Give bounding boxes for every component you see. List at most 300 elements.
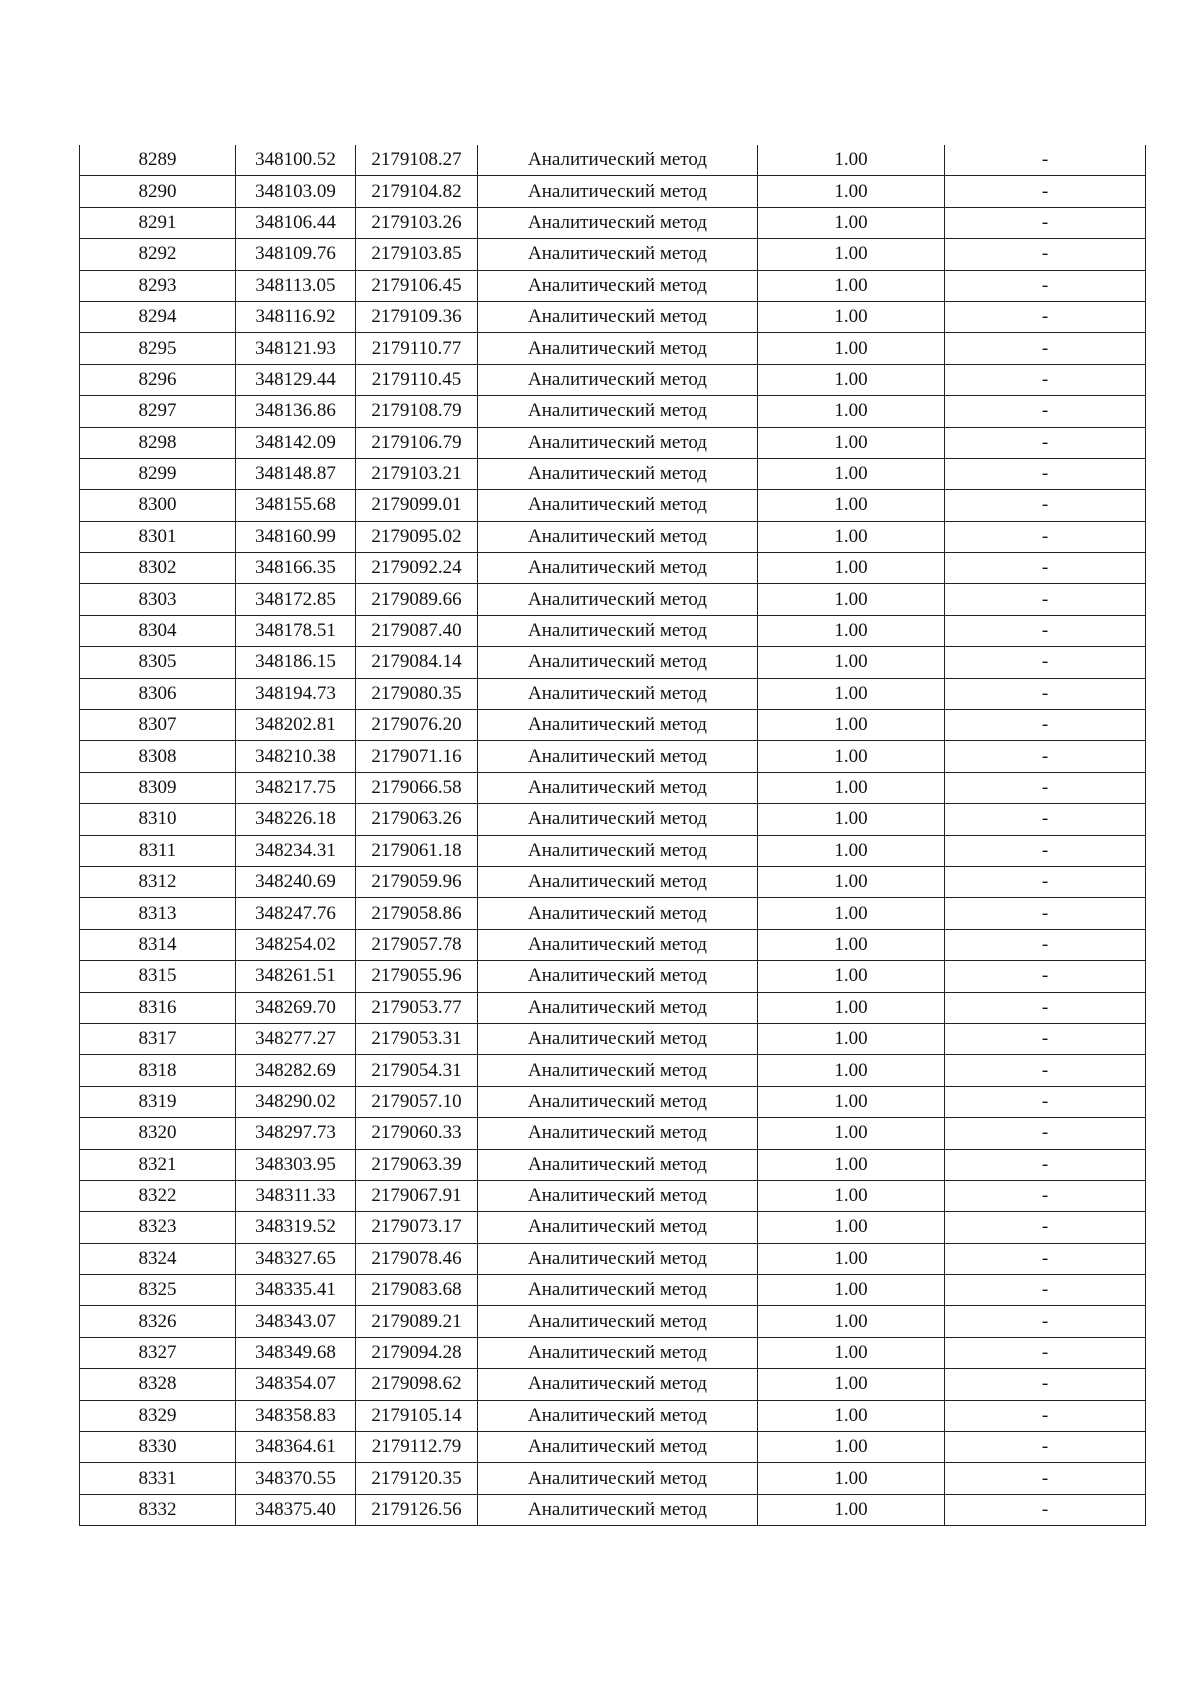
accuracy-cell: 1.00 [758, 521, 945, 552]
point-number-cell: 8322 [80, 1180, 236, 1211]
accuracy-cell: 1.00 [758, 647, 945, 678]
point-number-cell: 8331 [80, 1463, 236, 1494]
accuracy-cell: 1.00 [758, 553, 945, 584]
accuracy-cell: 1.00 [758, 772, 945, 803]
table-row [80, 835, 1146, 866]
accuracy-cell: 1.00 [758, 1432, 945, 1463]
method-cell: Аналитический метод [478, 678, 758, 709]
accuracy-cell: 1.00 [758, 270, 945, 301]
x-coordinate-cell: 348103.09 [236, 176, 356, 207]
method-cell: Аналитический метод [478, 1180, 758, 1211]
y-coordinate-cell: 2179110.77 [356, 333, 478, 364]
table-row [80, 615, 1146, 646]
description-cell: - [945, 1369, 1146, 1400]
x-coordinate-cell: 348327.65 [236, 1243, 356, 1274]
method-cell: Аналитический метод [478, 1086, 758, 1117]
table-row [80, 207, 1146, 238]
description-cell: - [945, 239, 1146, 270]
coordinates-table [79, 145, 1146, 1526]
description-cell: - [945, 1337, 1146, 1368]
accuracy-cell: 1.00 [758, 678, 945, 709]
y-coordinate-cell: 2179108.27 [356, 145, 478, 176]
description-cell: - [945, 835, 1146, 866]
y-coordinate-cell: 2179103.21 [356, 458, 478, 489]
method-cell: Аналитический метод [478, 866, 758, 897]
description-cell: - [945, 898, 1146, 929]
method-cell: Аналитический метод [478, 898, 758, 929]
table-row [80, 1400, 1146, 1431]
description-cell: - [945, 1149, 1146, 1180]
method-cell: Аналитический метод [478, 992, 758, 1023]
method-cell: Аналитический метод [478, 1306, 758, 1337]
description-cell: - [945, 992, 1146, 1023]
description-cell: - [945, 521, 1146, 552]
method-cell: Аналитический метод [478, 1369, 758, 1400]
x-coordinate-cell: 348358.83 [236, 1400, 356, 1431]
description-cell: - [945, 458, 1146, 489]
y-coordinate-cell: 2179083.68 [356, 1275, 478, 1306]
table-row [80, 1306, 1146, 1337]
point-number-cell: 8307 [80, 710, 236, 741]
y-coordinate-cell: 2179053.77 [356, 992, 478, 1023]
point-number-cell: 8317 [80, 1023, 236, 1054]
y-coordinate-cell: 2179078.46 [356, 1243, 478, 1274]
method-cell: Аналитический метод [478, 396, 758, 427]
x-coordinate-cell: 348186.15 [236, 647, 356, 678]
description-cell: - [945, 678, 1146, 709]
y-coordinate-cell: 2179126.56 [356, 1494, 478, 1525]
method-cell: Аналитический метод [478, 207, 758, 238]
table-row [80, 176, 1146, 207]
description-cell: - [945, 1463, 1146, 1494]
point-number-cell: 8290 [80, 176, 236, 207]
point-number-cell: 8305 [80, 647, 236, 678]
x-coordinate-cell: 348234.31 [236, 835, 356, 866]
table-row [80, 427, 1146, 458]
point-number-cell: 8316 [80, 992, 236, 1023]
point-number-cell: 8291 [80, 207, 236, 238]
description-cell: - [945, 1400, 1146, 1431]
x-coordinate-cell: 348375.40 [236, 1494, 356, 1525]
y-coordinate-cell: 2179076.20 [356, 710, 478, 741]
x-coordinate-cell: 348354.07 [236, 1369, 356, 1400]
accuracy-cell: 1.00 [758, 804, 945, 835]
method-cell: Аналитический метод [478, 553, 758, 584]
table-row [80, 364, 1146, 395]
x-coordinate-cell: 348217.75 [236, 772, 356, 803]
method-cell: Аналитический метод [478, 270, 758, 301]
method-cell: Аналитический метод [478, 1275, 758, 1306]
y-coordinate-cell: 2179106.45 [356, 270, 478, 301]
y-coordinate-cell: 2179084.14 [356, 647, 478, 678]
x-coordinate-cell: 348109.76 [236, 239, 356, 270]
description-cell: - [945, 929, 1146, 960]
table-row [80, 772, 1146, 803]
x-coordinate-cell: 348277.27 [236, 1023, 356, 1054]
table-row [80, 1180, 1146, 1211]
table-row [80, 678, 1146, 709]
method-cell: Аналитический метод [478, 1149, 758, 1180]
description-cell: - [945, 427, 1146, 458]
description-cell: - [945, 176, 1146, 207]
x-coordinate-cell: 348106.44 [236, 207, 356, 238]
x-coordinate-cell: 348172.85 [236, 584, 356, 615]
accuracy-cell: 1.00 [758, 992, 945, 1023]
method-cell: Аналитический метод [478, 1463, 758, 1494]
x-coordinate-cell: 348247.76 [236, 898, 356, 929]
y-coordinate-cell: 2179110.45 [356, 364, 478, 395]
accuracy-cell: 1.00 [758, 1369, 945, 1400]
x-coordinate-cell: 348194.73 [236, 678, 356, 709]
accuracy-cell: 1.00 [758, 1337, 945, 1368]
description-cell: - [945, 1118, 1146, 1149]
description-cell: - [945, 333, 1146, 364]
point-number-cell: 8308 [80, 741, 236, 772]
description-cell: - [945, 1275, 1146, 1306]
x-coordinate-cell: 348116.92 [236, 301, 356, 332]
accuracy-cell: 1.00 [758, 301, 945, 332]
description-cell: - [945, 615, 1146, 646]
point-number-cell: 8318 [80, 1055, 236, 1086]
method-cell: Аналитический метод [478, 961, 758, 992]
point-number-cell: 8328 [80, 1369, 236, 1400]
x-coordinate-cell: 348290.02 [236, 1086, 356, 1117]
description-cell: - [945, 1306, 1146, 1337]
y-coordinate-cell: 2179055.96 [356, 961, 478, 992]
point-number-cell: 8310 [80, 804, 236, 835]
accuracy-cell: 1.00 [758, 615, 945, 646]
y-coordinate-cell: 2179092.24 [356, 553, 478, 584]
description-cell: - [945, 1212, 1146, 1243]
y-coordinate-cell: 2179071.16 [356, 741, 478, 772]
description-cell: - [945, 1243, 1146, 1274]
point-number-cell: 8326 [80, 1306, 236, 1337]
accuracy-cell: 1.00 [758, 584, 945, 615]
point-number-cell: 8298 [80, 427, 236, 458]
accuracy-cell: 1.00 [758, 176, 945, 207]
table-row [80, 1337, 1146, 1368]
table-body [80, 145, 1146, 1526]
x-coordinate-cell: 348269.70 [236, 992, 356, 1023]
table-row [80, 333, 1146, 364]
accuracy-cell: 1.00 [758, 1494, 945, 1525]
accuracy-cell: 1.00 [758, 835, 945, 866]
point-number-cell: 8304 [80, 615, 236, 646]
point-number-cell: 8320 [80, 1118, 236, 1149]
description-cell: - [945, 961, 1146, 992]
point-number-cell: 8311 [80, 835, 236, 866]
x-coordinate-cell: 348148.87 [236, 458, 356, 489]
y-coordinate-cell: 2179103.26 [356, 207, 478, 238]
y-coordinate-cell: 2179073.17 [356, 1212, 478, 1243]
y-coordinate-cell: 2179089.21 [356, 1306, 478, 1337]
x-coordinate-cell: 348254.02 [236, 929, 356, 960]
accuracy-cell: 1.00 [758, 1306, 945, 1337]
method-cell: Аналитический метод [478, 364, 758, 395]
point-number-cell: 8302 [80, 553, 236, 584]
description-cell: - [945, 1055, 1146, 1086]
x-coordinate-cell: 348335.41 [236, 1275, 356, 1306]
point-number-cell: 8294 [80, 301, 236, 332]
description-cell: - [945, 1180, 1146, 1211]
table-row [80, 929, 1146, 960]
table-row [80, 1463, 1146, 1494]
accuracy-cell: 1.00 [758, 1463, 945, 1494]
y-coordinate-cell: 2179108.79 [356, 396, 478, 427]
x-coordinate-cell: 348311.33 [236, 1180, 356, 1211]
point-number-cell: 8323 [80, 1212, 236, 1243]
accuracy-cell: 1.00 [758, 1149, 945, 1180]
table-row [80, 1275, 1146, 1306]
point-number-cell: 8300 [80, 490, 236, 521]
x-coordinate-cell: 348297.73 [236, 1118, 356, 1149]
method-cell: Аналитический метод [478, 804, 758, 835]
y-coordinate-cell: 2179105.14 [356, 1400, 478, 1431]
table-row [80, 898, 1146, 929]
x-coordinate-cell: 348226.18 [236, 804, 356, 835]
method-cell: Аналитический метод [478, 1118, 758, 1149]
description-cell: - [945, 584, 1146, 615]
description-cell: - [945, 804, 1146, 835]
y-coordinate-cell: 2179067.91 [356, 1180, 478, 1211]
y-coordinate-cell: 2179087.40 [356, 615, 478, 646]
y-coordinate-cell: 2179066.58 [356, 772, 478, 803]
table-row [80, 1055, 1146, 1086]
x-coordinate-cell: 348349.68 [236, 1337, 356, 1368]
description-cell: - [945, 1086, 1146, 1117]
table-row [80, 992, 1146, 1023]
point-number-cell: 8306 [80, 678, 236, 709]
method-cell: Аналитический метод [478, 1055, 758, 1086]
y-coordinate-cell: 2179080.35 [356, 678, 478, 709]
table-row [80, 145, 1146, 176]
point-number-cell: 8289 [80, 145, 236, 176]
method-cell: Аналитический метод [478, 710, 758, 741]
y-coordinate-cell: 2179057.78 [356, 929, 478, 960]
table-row [80, 584, 1146, 615]
table-row [80, 270, 1146, 301]
method-cell: Аналитический метод [478, 333, 758, 364]
table-row [80, 458, 1146, 489]
point-number-cell: 8329 [80, 1400, 236, 1431]
description-cell: - [945, 710, 1146, 741]
method-cell: Аналитический метод [478, 490, 758, 521]
description-cell: - [945, 866, 1146, 897]
point-number-cell: 8324 [80, 1243, 236, 1274]
description-cell: - [945, 1494, 1146, 1525]
x-coordinate-cell: 348202.81 [236, 710, 356, 741]
method-cell: Аналитический метод [478, 835, 758, 866]
method-cell: Аналитический метод [478, 1494, 758, 1525]
accuracy-cell: 1.00 [758, 898, 945, 929]
y-coordinate-cell: 2179063.39 [356, 1149, 478, 1180]
table-row [80, 647, 1146, 678]
accuracy-cell: 1.00 [758, 239, 945, 270]
x-coordinate-cell: 348142.09 [236, 427, 356, 458]
y-coordinate-cell: 2179058.86 [356, 898, 478, 929]
table-row [80, 1243, 1146, 1274]
point-number-cell: 8314 [80, 929, 236, 960]
table-row [80, 1118, 1146, 1149]
accuracy-cell: 1.00 [758, 1243, 945, 1274]
x-coordinate-cell: 348364.61 [236, 1432, 356, 1463]
x-coordinate-cell: 348370.55 [236, 1463, 356, 1494]
x-coordinate-cell: 348282.69 [236, 1055, 356, 1086]
method-cell: Аналитический метод [478, 615, 758, 646]
y-coordinate-cell: 2179104.82 [356, 176, 478, 207]
description-cell: - [945, 1023, 1146, 1054]
method-cell: Аналитический метод [478, 1400, 758, 1431]
table-row [80, 804, 1146, 835]
accuracy-cell: 1.00 [758, 458, 945, 489]
y-coordinate-cell: 2179095.02 [356, 521, 478, 552]
y-coordinate-cell: 2179063.26 [356, 804, 478, 835]
y-coordinate-cell: 2179094.28 [356, 1337, 478, 1368]
point-number-cell: 8321 [80, 1149, 236, 1180]
accuracy-cell: 1.00 [758, 1400, 945, 1431]
x-coordinate-cell: 348166.35 [236, 553, 356, 584]
table-row [80, 301, 1146, 332]
accuracy-cell: 1.00 [758, 961, 945, 992]
x-coordinate-cell: 348129.44 [236, 364, 356, 395]
method-cell: Аналитический метод [478, 145, 758, 176]
description-cell: - [945, 207, 1146, 238]
description-cell: - [945, 364, 1146, 395]
point-number-cell: 8296 [80, 364, 236, 395]
x-coordinate-cell: 348136.86 [236, 396, 356, 427]
x-coordinate-cell: 348240.69 [236, 866, 356, 897]
point-number-cell: 8299 [80, 458, 236, 489]
x-coordinate-cell: 348303.95 [236, 1149, 356, 1180]
x-coordinate-cell: 348113.05 [236, 270, 356, 301]
description-cell: - [945, 741, 1146, 772]
table-row [80, 553, 1146, 584]
method-cell: Аналитический метод [478, 458, 758, 489]
accuracy-cell: 1.00 [758, 396, 945, 427]
x-coordinate-cell: 348155.68 [236, 490, 356, 521]
accuracy-cell: 1.00 [758, 1023, 945, 1054]
accuracy-cell: 1.00 [758, 741, 945, 772]
point-number-cell: 8303 [80, 584, 236, 615]
method-cell: Аналитический метод [478, 584, 758, 615]
point-number-cell: 8301 [80, 521, 236, 552]
description-cell: - [945, 772, 1146, 803]
y-coordinate-cell: 2179106.79 [356, 427, 478, 458]
x-coordinate-cell: 348100.52 [236, 145, 356, 176]
table-row [80, 710, 1146, 741]
method-cell: Аналитический метод [478, 521, 758, 552]
accuracy-cell: 1.00 [758, 1118, 945, 1149]
table-row [80, 1432, 1146, 1463]
x-coordinate-cell: 348261.51 [236, 961, 356, 992]
accuracy-cell: 1.00 [758, 364, 945, 395]
method-cell: Аналитический метод [478, 741, 758, 772]
method-cell: Аналитический метод [478, 929, 758, 960]
accuracy-cell: 1.00 [758, 1180, 945, 1211]
y-coordinate-cell: 2179112.79 [356, 1432, 478, 1463]
method-cell: Аналитический метод [478, 1432, 758, 1463]
table-row [80, 1369, 1146, 1400]
table-row [80, 396, 1146, 427]
y-coordinate-cell: 2179059.96 [356, 866, 478, 897]
y-coordinate-cell: 2179061.18 [356, 835, 478, 866]
accuracy-cell: 1.00 [758, 1086, 945, 1117]
table-row [80, 490, 1146, 521]
point-number-cell: 8312 [80, 866, 236, 897]
method-cell: Аналитический метод [478, 1023, 758, 1054]
point-number-cell: 8293 [80, 270, 236, 301]
description-cell: - [945, 647, 1146, 678]
table-row [80, 961, 1146, 992]
accuracy-cell: 1.00 [758, 1055, 945, 1086]
y-coordinate-cell: 2179120.35 [356, 1463, 478, 1494]
accuracy-cell: 1.00 [758, 710, 945, 741]
description-cell: - [945, 396, 1146, 427]
x-coordinate-cell: 348121.93 [236, 333, 356, 364]
method-cell: Аналитический метод [478, 239, 758, 270]
point-number-cell: 8315 [80, 961, 236, 992]
accuracy-cell: 1.00 [758, 866, 945, 897]
point-number-cell: 8325 [80, 1275, 236, 1306]
point-number-cell: 8295 [80, 333, 236, 364]
y-coordinate-cell: 2179089.66 [356, 584, 478, 615]
table-row [80, 1149, 1146, 1180]
table-row [80, 866, 1146, 897]
y-coordinate-cell: 2179098.62 [356, 1369, 478, 1400]
y-coordinate-cell: 2179099.01 [356, 490, 478, 521]
table-row [80, 741, 1146, 772]
y-coordinate-cell: 2179060.33 [356, 1118, 478, 1149]
accuracy-cell: 1.00 [758, 1212, 945, 1243]
x-coordinate-cell: 348343.07 [236, 1306, 356, 1337]
x-coordinate-cell: 348319.52 [236, 1212, 356, 1243]
accuracy-cell: 1.00 [758, 1275, 945, 1306]
description-cell: - [945, 301, 1146, 332]
accuracy-cell: 1.00 [758, 145, 945, 176]
point-number-cell: 8332 [80, 1494, 236, 1525]
method-cell: Аналитический метод [478, 647, 758, 678]
accuracy-cell: 1.00 [758, 490, 945, 521]
y-coordinate-cell: 2179054.31 [356, 1055, 478, 1086]
method-cell: Аналитический метод [478, 1337, 758, 1368]
description-cell: - [945, 1432, 1146, 1463]
point-number-cell: 8330 [80, 1432, 236, 1463]
accuracy-cell: 1.00 [758, 427, 945, 458]
point-number-cell: 8313 [80, 898, 236, 929]
method-cell: Аналитический метод [478, 772, 758, 803]
table-row [80, 1086, 1146, 1117]
point-number-cell: 8319 [80, 1086, 236, 1117]
x-coordinate-cell: 348178.51 [236, 615, 356, 646]
description-cell: - [945, 490, 1146, 521]
method-cell: Аналитический метод [478, 1212, 758, 1243]
point-number-cell: 8309 [80, 772, 236, 803]
accuracy-cell: 1.00 [758, 207, 945, 238]
x-coordinate-cell: 348160.99 [236, 521, 356, 552]
table-row [80, 1023, 1146, 1054]
description-cell: - [945, 145, 1146, 176]
table-row [80, 239, 1146, 270]
method-cell: Аналитический метод [478, 301, 758, 332]
point-number-cell: 8292 [80, 239, 236, 270]
accuracy-cell: 1.00 [758, 333, 945, 364]
method-cell: Аналитический метод [478, 176, 758, 207]
method-cell: Аналитический метод [478, 1243, 758, 1274]
table-row [80, 1212, 1146, 1243]
method-cell: Аналитический метод [478, 427, 758, 458]
point-number-cell: 8327 [80, 1337, 236, 1368]
table-row [80, 1494, 1146, 1525]
